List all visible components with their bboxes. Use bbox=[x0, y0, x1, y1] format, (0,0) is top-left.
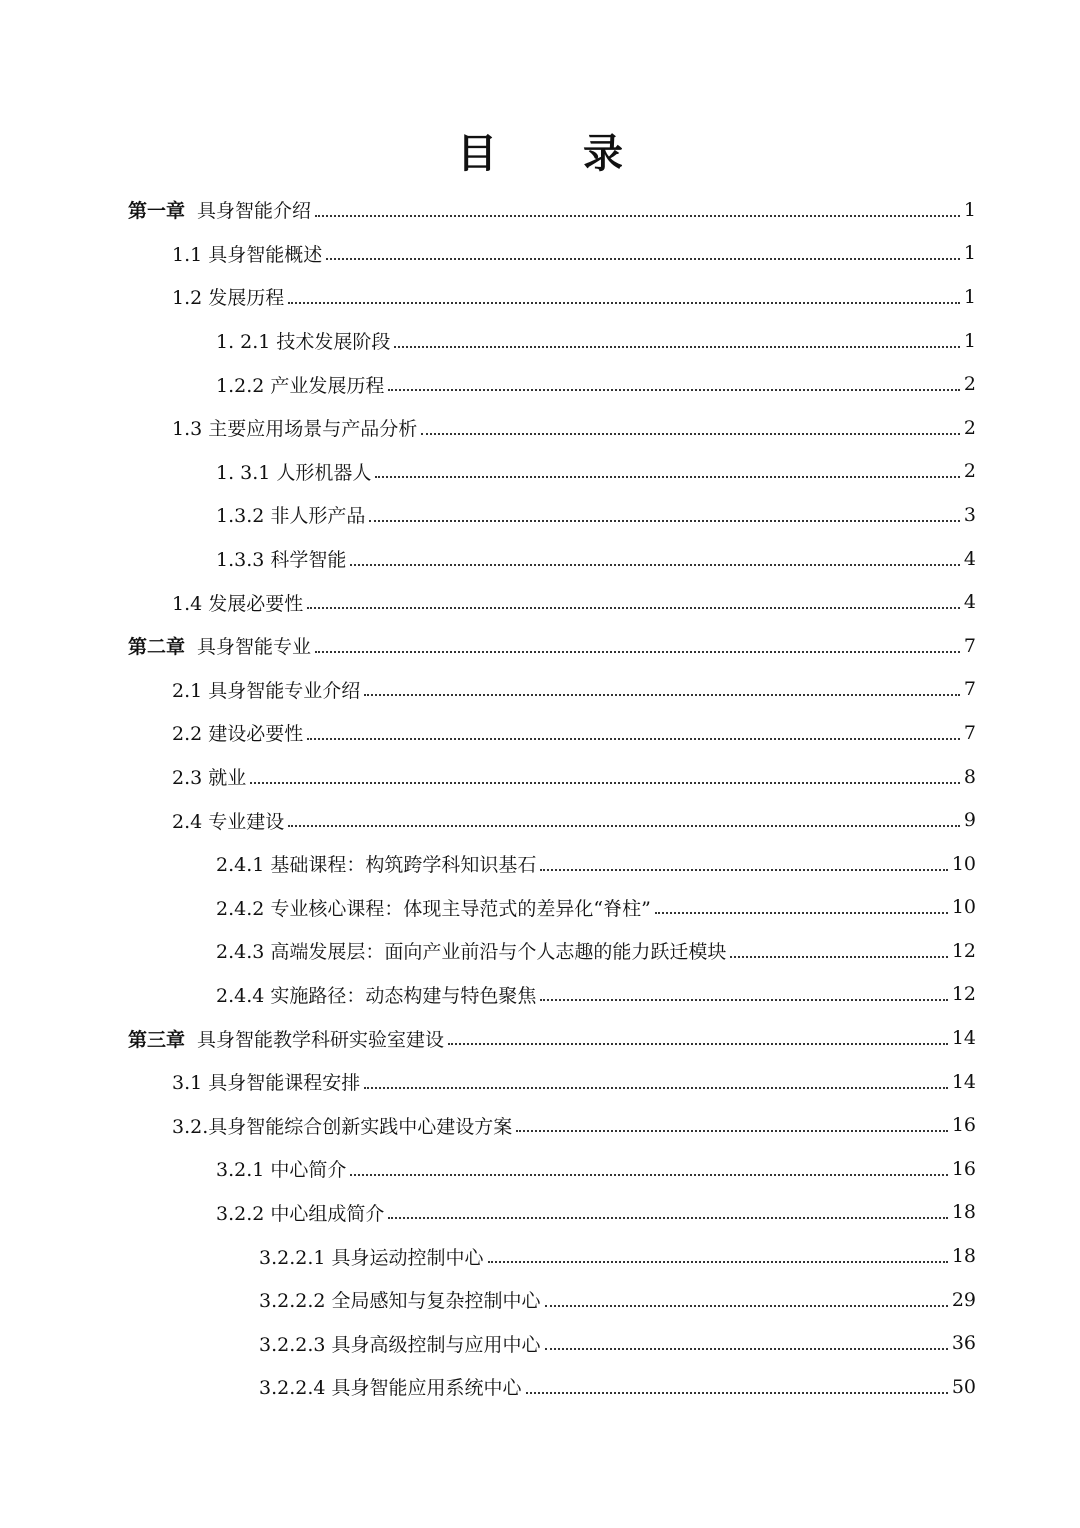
toc-title: 目 录 bbox=[457, 131, 659, 177]
dot-leader bbox=[545, 1305, 948, 1307]
toc-entry-text: 3.2.2.4 具身智能应用系统中心 bbox=[259, 1377, 522, 1400]
toc-entry[interactable] bbox=[0, 275, 1080, 319]
toc-entry-text: 2.4.1 基础课程：构筑跨学科知识基石 bbox=[216, 854, 537, 877]
toc-entry[interactable] bbox=[0, 232, 1080, 276]
toc-page-number: 8 bbox=[963, 765, 976, 788]
toc-entry[interactable] bbox=[0, 1103, 1080, 1147]
toc-page-number: 12 bbox=[951, 983, 976, 1006]
toc-entry-text: 2.3 就业 bbox=[172, 767, 247, 790]
toc-entry-title bbox=[172, 1068, 360, 1095]
toc-page-number: 4 bbox=[963, 591, 976, 614]
dot-leader bbox=[315, 651, 960, 653]
dot-leader bbox=[369, 520, 960, 522]
toc-entry-title bbox=[216, 894, 651, 921]
dot-leader bbox=[421, 433, 960, 435]
dot-leader bbox=[364, 1087, 948, 1089]
toc-entry-title bbox=[216, 1155, 346, 1182]
toc-entry[interactable] bbox=[0, 929, 1080, 973]
toc-entry[interactable] bbox=[0, 1365, 1080, 1409]
dot-leader bbox=[488, 1261, 948, 1263]
dot-leader bbox=[655, 912, 948, 914]
toc-page-number: 16 bbox=[951, 1114, 976, 1137]
toc-entry-title bbox=[259, 1373, 522, 1400]
toc-entry[interactable] bbox=[0, 886, 1080, 930]
toc-entry-text: 3.2.2.3 具身高级控制与应用中心 bbox=[259, 1333, 541, 1356]
toc-page-number: 1 bbox=[963, 285, 976, 308]
toc-entry[interactable] bbox=[0, 1147, 1080, 1191]
toc-entry-title bbox=[216, 327, 390, 354]
toc-page-number: 1 bbox=[963, 329, 976, 352]
dot-leader bbox=[545, 1348, 948, 1350]
toc-entry-text: 具身智能专业 bbox=[197, 636, 312, 659]
toc-entry[interactable] bbox=[0, 580, 1080, 624]
dot-leader bbox=[315, 215, 960, 217]
toc-entry-text: 1.3.2 非人形产品 bbox=[216, 505, 366, 528]
toc-page-number: 2 bbox=[963, 416, 976, 439]
toc-page-number: 10 bbox=[951, 896, 976, 919]
toc-entry[interactable] bbox=[0, 973, 1080, 1017]
toc-page-number: 36 bbox=[951, 1332, 976, 1355]
toc-chapter-label: 第一章 bbox=[128, 200, 186, 223]
toc-entry-text: 3.2.2 中心组成简介 bbox=[216, 1202, 385, 1225]
toc-page-number: 29 bbox=[951, 1288, 976, 1311]
toc-entry-text: 3.2.2.1 具身运动控制中心 bbox=[259, 1246, 484, 1269]
dot-leader bbox=[288, 825, 960, 827]
toc-chapter-label: 第二章 bbox=[128, 636, 186, 659]
toc-entry[interactable] bbox=[0, 450, 1080, 494]
toc-page-number: 3 bbox=[963, 503, 976, 526]
toc-entry-text: 1. 2.1 技术发展阶段 bbox=[216, 331, 391, 354]
toc-page-number: 18 bbox=[951, 1201, 976, 1224]
toc-entry-text: 1.3.3 科学智能 bbox=[216, 549, 347, 572]
toc-page-number: 18 bbox=[951, 1245, 976, 1268]
dot-leader bbox=[375, 476, 959, 478]
toc-entry[interactable] bbox=[0, 319, 1080, 363]
toc-page-number: 9 bbox=[963, 809, 976, 832]
dot-leader bbox=[540, 999, 947, 1001]
dot-leader bbox=[326, 258, 960, 260]
dot-leader bbox=[394, 346, 959, 348]
toc-entry-text: 2.4.3 高端发展层：面向产业前沿与个人志趣的能力跃迁模块 bbox=[216, 941, 727, 964]
toc-entry-text: 具身智能教学科研实验室建设 bbox=[197, 1028, 445, 1051]
toc-chapter-entry[interactable] bbox=[0, 624, 1080, 668]
toc-entry[interactable] bbox=[0, 842, 1080, 886]
toc-page-number: 14 bbox=[951, 1027, 976, 1050]
toc-entry-text: 具身智能介绍 bbox=[197, 200, 312, 223]
toc-entry[interactable] bbox=[0, 1060, 1080, 1104]
toc-entry-text: 3.2.1 中心简介 bbox=[216, 1159, 347, 1182]
toc-entry[interactable] bbox=[0, 406, 1080, 450]
dot-leader bbox=[516, 1130, 948, 1132]
toc-entry-title bbox=[172, 589, 303, 616]
toc-entry[interactable] bbox=[0, 1191, 1080, 1235]
toc-chapter-entry[interactable] bbox=[0, 1016, 1080, 1060]
toc-page-number: 14 bbox=[951, 1070, 976, 1093]
dot-leader bbox=[350, 564, 960, 566]
toc-entry-title bbox=[128, 196, 311, 223]
toc-entry-text: 2.4.2 专业核心课程：体现主导范式的差异化“脊柱” bbox=[216, 897, 651, 920]
toc-page-number: 10 bbox=[951, 852, 976, 875]
toc-entry-text: 3.2.具身智能综合创新实践中心建设方案 bbox=[172, 1115, 513, 1138]
toc-entry-title bbox=[216, 850, 536, 877]
toc-entry-text: 1.1 具身智能概述 bbox=[172, 243, 323, 266]
toc-entry-title bbox=[216, 937, 726, 964]
toc-entry-title bbox=[172, 807, 284, 834]
toc-entry-title bbox=[259, 1243, 484, 1270]
toc-entry-title bbox=[216, 981, 536, 1008]
toc-entry-title bbox=[172, 719, 303, 746]
toc-entry[interactable] bbox=[0, 1234, 1080, 1278]
toc-chapter-entry[interactable] bbox=[0, 188, 1080, 232]
toc-page-number: 2 bbox=[963, 460, 976, 483]
toc-page-number: 50 bbox=[951, 1375, 976, 1398]
toc-entry-title bbox=[216, 458, 371, 485]
toc-entry[interactable] bbox=[0, 537, 1080, 581]
toc-entry-title bbox=[172, 763, 246, 790]
toc-entry-text: 1. 3.1 人形机器人 bbox=[216, 461, 372, 484]
toc-page-number: 7 bbox=[963, 678, 976, 701]
dot-leader bbox=[540, 869, 947, 871]
dot-leader bbox=[526, 1392, 948, 1394]
toc-page-number: 7 bbox=[963, 721, 976, 744]
toc-entry[interactable] bbox=[0, 362, 1080, 406]
dot-leader bbox=[250, 782, 960, 784]
toc-entry-title bbox=[172, 1112, 512, 1139]
toc-entry-title bbox=[172, 414, 417, 441]
toc-entry-text: 2.1 具身智能专业介绍 bbox=[172, 679, 361, 702]
toc-entry-title bbox=[128, 632, 311, 659]
toc-entry-title bbox=[216, 1199, 384, 1226]
toc-entry[interactable] bbox=[0, 493, 1080, 537]
toc-page-number: 1 bbox=[963, 198, 976, 221]
dot-leader bbox=[307, 607, 960, 609]
dot-leader bbox=[448, 1043, 948, 1045]
toc-entry-title bbox=[259, 1286, 541, 1313]
toc-entry-title bbox=[128, 1025, 444, 1052]
toc-entry-text: 1.3 主要应用场景与产品分析 bbox=[172, 418, 418, 441]
toc-entry[interactable] bbox=[0, 755, 1080, 799]
toc-entry[interactable] bbox=[0, 668, 1080, 712]
dot-leader bbox=[307, 738, 960, 740]
toc-entry-text: 2.4.4 实施路径：动态构建与特色聚焦 bbox=[216, 984, 537, 1007]
dot-leader bbox=[730, 956, 947, 958]
toc-page-number: 4 bbox=[963, 547, 976, 570]
toc-entry-text: 1.2 发展历程 bbox=[172, 287, 285, 310]
toc-entry-title bbox=[172, 676, 360, 703]
dot-leader bbox=[388, 1217, 947, 1219]
toc-page-number: 7 bbox=[963, 634, 976, 657]
toc-entry-text: 3.1 具身智能课程安排 bbox=[172, 1072, 361, 1095]
toc-page-number: 16 bbox=[951, 1157, 976, 1180]
toc-entry-text: 2.4 专业建设 bbox=[172, 810, 285, 833]
toc-entry-title bbox=[216, 545, 346, 572]
toc-entry[interactable] bbox=[0, 1278, 1080, 1322]
dot-leader bbox=[288, 302, 960, 304]
toc-entry[interactable] bbox=[0, 798, 1080, 842]
toc-entry-text: 2.2 建设必要性 bbox=[172, 723, 304, 746]
toc-chapter-label: 第三章 bbox=[128, 1028, 186, 1051]
toc-entry-text: 1.2.2 产业发展历程 bbox=[216, 374, 385, 397]
toc-entry-title bbox=[259, 1330, 541, 1357]
toc-page-number: 1 bbox=[963, 242, 976, 265]
toc-entry-title bbox=[172, 283, 284, 310]
toc-entry-title bbox=[216, 371, 384, 398]
toc-entry[interactable] bbox=[0, 1321, 1080, 1365]
toc-entry[interactable] bbox=[0, 711, 1080, 755]
dot-leader bbox=[388, 389, 960, 391]
toc-page-number: 2 bbox=[963, 373, 976, 396]
toc-list bbox=[0, 188, 1080, 1409]
toc-entry-text: 1.4 发展必要性 bbox=[172, 592, 304, 615]
dot-leader bbox=[364, 694, 960, 696]
dot-leader bbox=[350, 1174, 947, 1176]
toc-entry-title bbox=[172, 240, 322, 267]
toc-entry-text: 3.2.2.2 全局感知与复杂控制中心 bbox=[259, 1290, 541, 1313]
toc-entry-title bbox=[216, 501, 365, 528]
toc-page-number: 12 bbox=[951, 939, 976, 962]
